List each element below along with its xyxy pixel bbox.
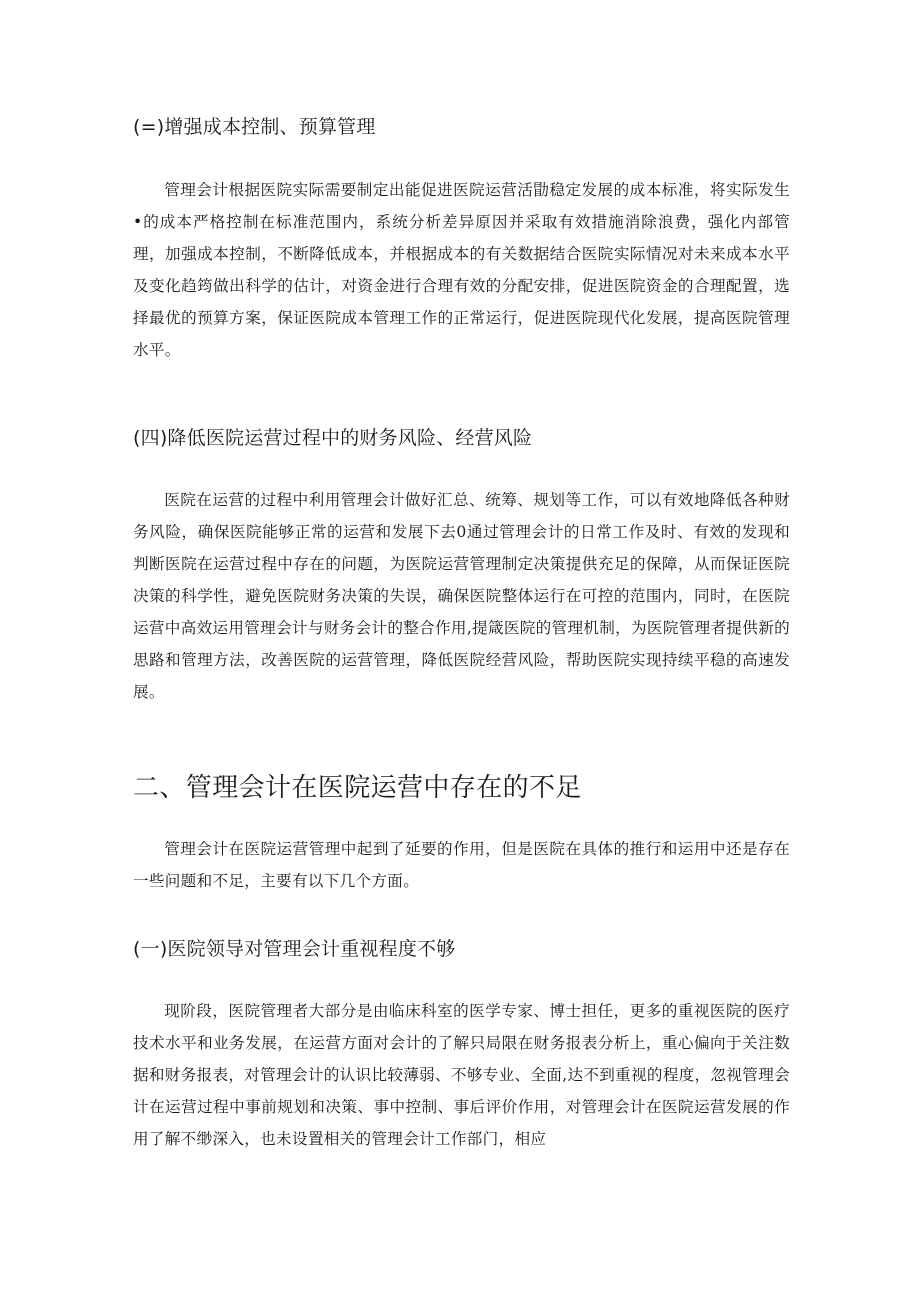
subsection-heading-cost-control: (=)增强成本控制、预算管理 [133,116,376,138]
paragraph-risk-reduction: 医院在运营的过程中利用管理会计做好汇总、统筹、规划等工作，可以有效地降低各种财务风险，确保医院能够正常的运营和发展下去0通过管理会计的日常工作及时、有效的发现和判断医院在运营过程中存在的问题，为医院运营管理制定决策提供充足的保障，从而保证医院决策的科学性，避免医院财务决策的失误，确保医院整体运行在可控的范围内，同时，在医院运营中高效运用管理会计与财务会计的整合作用,提箴医院的管理机制，为医院管理者提供新的思路和管理方法，改善医院的运营管理，降低医院经营风险，帮助医院实现持续平稳的高速发展。 [133,491,790,701]
subsection-heading-risk-reduction: (四)降低医院运营过程中的财务风险、经营风险 [133,427,533,449]
section-heading-shortcomings: 二、管理会计在医院运营中存在的不足 [133,773,582,803]
paragraph-cost-control: 管理会计根据医院实际需要制定出能促进医院运营活勖稳定发展的成本标准，将实际发生•的成本严格控制在标准范围内，系统分析差异原因并采取有效措施消除浪费，强化内部管理，加强成本控制，不断降低成本，并根据成本的有关数据结合医院实际情况对未来成本水平及变化趋筠做出科学的估计，对资金进行合理有效的分配安排，促进医院资金的合理配置，选择最优的预算方案，保证医院成本管理工作的正常运行，促进医院现代化发展，提高医院管理水平。 [133,181,790,359]
paragraph-shortcomings-intro: 管理会计在医院运营管理中起到了延要的作用，但是医院在具体的推行和运用中还是存在一些问题和不足，主要有以下几个方面。 [133,840,790,890]
subsection-heading-leadership-attention: (一)医院领导对管理会计重视程度不够 [133,938,456,960]
paragraph-leadership-attention: 现阶段，医院管理者大部分是由临床科室的医学专家、博士担任，更多的重视医院的医疗技术水平和业务发展，在运营方面对会计的了解只局限在财务报表分析上，重心偏向于关注数据和财务报表，对管理会计的认识比较薄弱、不够专业、全面,达不到重视的程度，忽视管理会计在运营过程中事前规划和决策、事中控制、事后评价作用，对管理会计在医院运营发展的作用了解不缈深入，也未设置相关的管理会计工作部门，相应 [133,1002,790,1148]
